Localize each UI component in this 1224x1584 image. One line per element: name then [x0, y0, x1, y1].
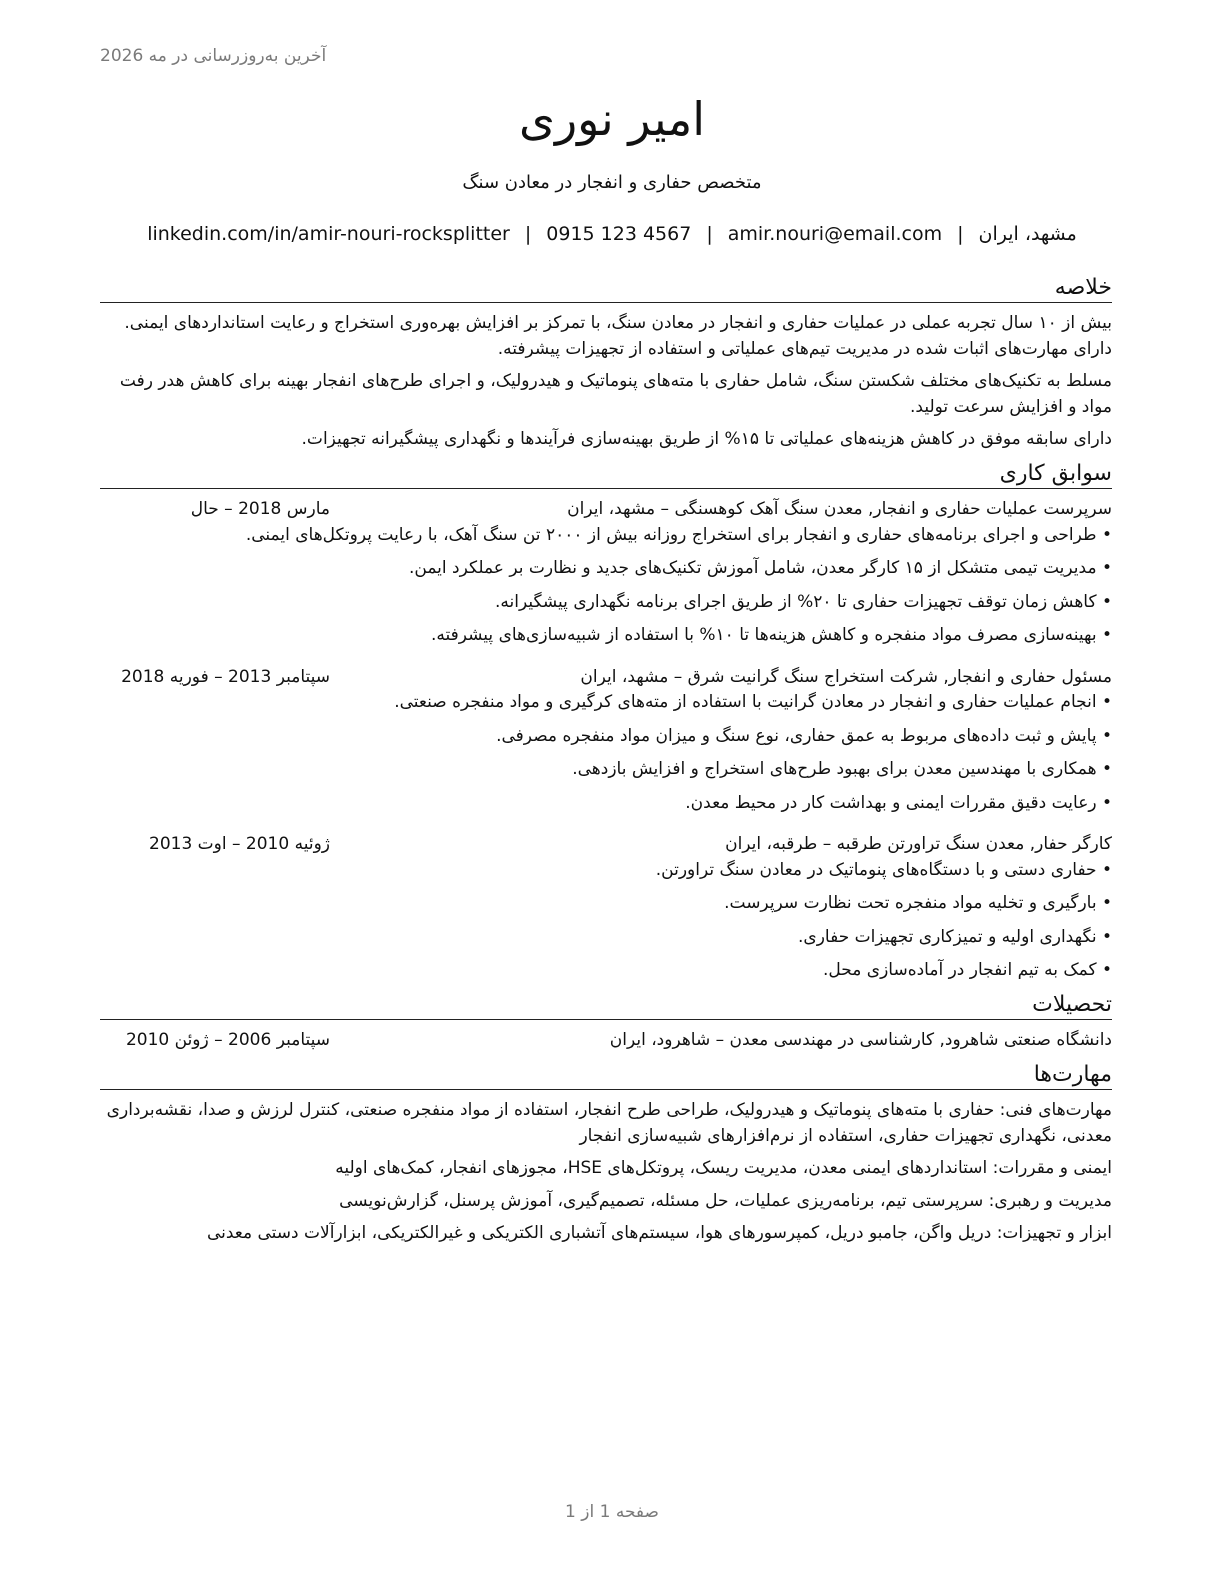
last-updated: آخرین به‌روزرسانی در مه 2026: [100, 46, 327, 66]
job-dates: ژوئیه 2010 – اوت 2013: [149, 834, 330, 855]
job-position: کارگر حفار, معدن سنگ تراورتن طرقبه – طرقبه، ایران: [725, 834, 1112, 855]
job-entry: [100, 497, 1112, 649]
job-bullet: • حفاری دستی و با دستگاه‌های پنوماتیک در معادن سنگ تراورتن.: [100, 858, 1112, 884]
job-header: [100, 665, 1112, 691]
job-bullet: • رعایت دقیق مقررات ایمنی و بهداشت کار در محیط معدن.: [100, 791, 1112, 817]
skill-line: ابزار و تجهیزات: دریل واگن، جامبو دریل، کمپرسورهای هوا، سیستم‌های آتشباری الکتریکی و غیرالکتریکی، ابزارآلات دستی معدنی: [206, 1223, 1112, 1244]
education-entry: [100, 1028, 1112, 1054]
job-title: متخصص حفاری و انفجار در معادن سنگ: [462, 172, 762, 193]
job-bullet: • انجام عملیات حفاری و انفجار در معادن گرانیت با استفاده از مته‌های کرگیری و مواد منفجره صنعتی.: [100, 690, 1112, 716]
contact-separator: |: [706, 223, 713, 245]
job-bullet: • نگهداری اولیه و تمیزکاری تجهیزات حفاری.: [100, 925, 1112, 951]
education-section: [100, 992, 1112, 1054]
job-bullet: • همکاری با مهندسین معدن برای بهبود طرح‌های استخراج و افزایش بازدهی.: [100, 757, 1112, 783]
contact-location: مشهد، ایران: [978, 223, 1077, 245]
experience-heading: سوابق کاری: [100, 461, 1112, 489]
job-entry: [100, 665, 1112, 817]
job-dates: مارس 2018 – حال: [190, 499, 330, 520]
skill-line: ایمنی و مقررات: استانداردهای ایمنی معدن، مدیریت ریسک، پروتکل‌های HSE، مجوزهای انفجار، کمک‌های اولیه: [335, 1158, 1112, 1179]
contact-separator: |: [524, 223, 532, 245]
job-header: [100, 497, 1112, 523]
job-bullet: • پایش و ثبت داده‌های مربوط به عمق حفاری، نوع سنگ و میزان مواد منفجره مصرفی.: [100, 724, 1112, 750]
contact-linkedin[interactable]: linkedin.com/in/amir-nouri-rocksplitter: [147, 223, 510, 245]
summary-heading: خلاصه: [100, 275, 1112, 303]
job-bullets: [100, 523, 1112, 649]
skills-heading: مهارت‌ها: [100, 1062, 1112, 1090]
job-entry: [100, 832, 1112, 984]
education-dates: سپتامبر 2006 – ژوئن 2010: [125, 1030, 330, 1051]
contact-line: [0, 223, 1224, 245]
job-dates: سپتامبر 2013 – فوریه 2018: [121, 666, 330, 687]
contact-separator: |: [957, 223, 964, 245]
candidate-name: امیر نوری: [518, 92, 706, 146]
resume-body: [100, 275, 1112, 1255]
job-bullet: • بارگیری و تخلیه مواد منفجره تحت نظارت سرپرست.: [100, 891, 1112, 917]
skill-line: مدیریت و رهبری: سرپرستی تیم، برنامه‌ریزی عملیات، حل مسئله، تصمیم‌گیری، آموزش پرسنل، گزارش‌نویسی: [339, 1190, 1112, 1211]
job-position: سرپرست عملیات حفاری و انفجار, معدن سنگ آهک کوهسنگی – مشهد، ایران: [567, 499, 1112, 520]
job-bullet: • کمک به تیم انفجار در آماده‌سازی محل.: [100, 958, 1112, 984]
job-position: مسئول حفاری و انفجار, شرکت استخراج سنگ گرانیت شرق – مشهد، ایران: [580, 666, 1112, 687]
job-bullets: [100, 690, 1112, 816]
experience-section: [100, 461, 1112, 984]
summary-paragraph: دارای سابقه موفق در کاهش هزینه‌های عملیاتی تا ۱۵% از طریق بهینه‌سازی فرآیندها و نگهداری پیشگیرانه تجهیزات.: [301, 429, 1112, 450]
job-bullets: [100, 858, 1112, 984]
skill-line: مهارت‌های فنی: حفاری با مته‌های پنوماتیک و هیدرولیک، طراحی طرح انفجار، استفاده از مواد منفجره صنعتی، کنترل لرزش و صدا، نقشه‌برداری معدنی، نگهداری تجهیزات حفاری، استفاده از نرم‌افزارهای شبیه‌سازی انفجار: [106, 1100, 1112, 1146]
summary-section: [100, 275, 1112, 453]
page-number: صفحه 1 از 1: [565, 1502, 659, 1522]
job-header: [100, 832, 1112, 858]
job-bullet: • بهینه‌سازی مصرف مواد منفجره و کاهش هزینه‌ها تا ۱۰% با استفاده از شبیه‌سازی‌های پیشرفته.: [100, 623, 1112, 649]
contact-phone[interactable]: 0915 123 4567: [546, 223, 692, 245]
summary-paragraph: بیش از ۱۰ سال تجربه عملی در عملیات حفاری و انفجار در معادن سنگ، با تمرکز بر افزایش بهره‌وری استخراج و رعایت استانداردهای ایمنی. دارای مهارت‌های اثبات شده در مدیریت تیم‌های عملیاتی و استفاده از تجهیزات پیشرفته.: [124, 313, 1112, 359]
education-institution: دانشگاه صنعتی شاهرود, کارشناسی در مهندسی معدن – شاهرود، ایران: [609, 1030, 1112, 1051]
job-bullet: • طراحی و اجرای برنامه‌های حفاری و انفجار برای استخراج روزانه بیش از ۲۰۰۰ تن سنگ آهک، با رعایت پروتکل‌های ایمنی.: [100, 523, 1112, 549]
skills-section: [100, 1062, 1112, 1247]
education-heading: تحصیلات: [100, 992, 1112, 1020]
contact-email[interactable]: amir.nouri@email.com: [727, 223, 943, 245]
job-bullet: • کاهش زمان توقف تجهیزات حفاری تا ۲۰% از طریق اجرای برنامه نگهداری پیشگیرانه.: [100, 590, 1112, 616]
summary-paragraph: مسلط به تکنیک‌های مختلف شکستن سنگ، شامل حفاری با مته‌های پنوماتیک و هیدرولیک، و اجرای طرح‌های انفجار بهینه برای کاهش هدر رفت مواد و افزایش سرعت تولید.: [119, 371, 1112, 417]
job-bullet: • مدیریت تیمی متشکل از ۱۵ کارگر معدن، شامل آموزش تکنیک‌های جدید و نظارت بر عملکرد ایمن.: [100, 556, 1112, 582]
